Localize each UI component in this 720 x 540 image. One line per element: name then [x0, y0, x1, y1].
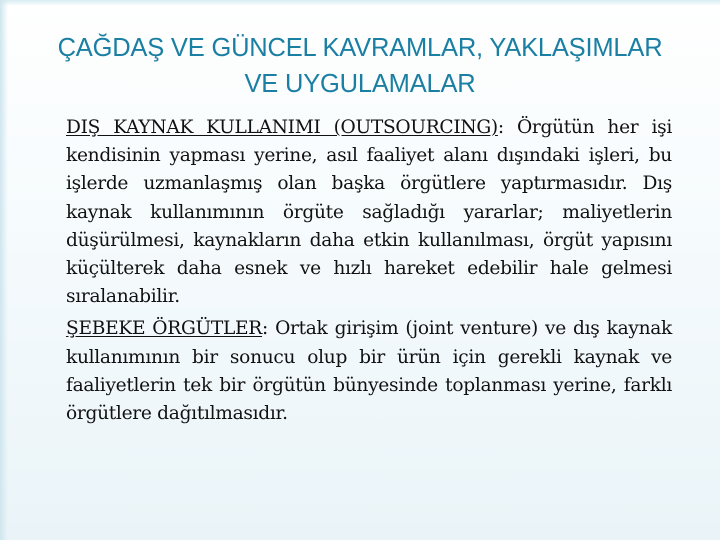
slide-left-border	[0, 0, 8, 540]
title-line-1: ÇAĞDAŞ VE GÜNCEL KAVRAMLAR, YAKLAŞIMLAR	[57, 34, 663, 62]
definition-network-organizations: Ortak girişim (joint venture) ve dış kaynak kullanımının bir sonucu olup bir ürün için gerekli kaynak ve faaliyetlerin tek bir örgütün bünyesinde toplanması yerine, farklı örgütlere dağıtılmasıdır.	[66, 318, 673, 425]
paragraph-network-organizations	[66, 315, 672, 428]
paragraph-outsourcing	[66, 114, 672, 311]
term-network-organizations: ŞEBEKE ÖRGÜTLER	[66, 318, 262, 340]
slide-top-border	[0, 0, 720, 6]
term-outsourcing: DIŞ KAYNAK KULLANIMI (OUTSOURCING)	[66, 117, 498, 138]
slide-title	[20, 30, 700, 102]
separator: :	[262, 318, 276, 340]
slide-body	[66, 114, 672, 428]
definition-outsourcing: Örgütün her işi kendisinin yapması yerine, asıl faaliyet alanı dışındaki işleri, bu işlerde uzmanlaşmış olan başka örgütlere yaptırmasıdır. Dış kaynak kullanımının örgüte sağladığı yararlar; maliyetlerin düşürülmesi, kaynakların daha etkin kullanılması, örgüt yapısını küçülterek daha esnek ve hızlı hareket edebilir hale gelmesi sıralanabilir.	[66, 117, 672, 308]
title-line-2: VE UYGULAMALAR	[244, 70, 476, 98]
separator: :	[497, 117, 517, 138]
